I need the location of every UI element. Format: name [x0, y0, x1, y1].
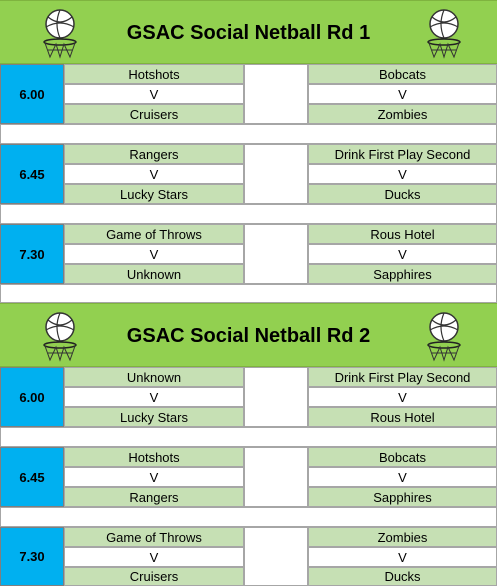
left-team-top: Hotshots — [64, 447, 244, 467]
left-team-bottom: Cruisers — [64, 104, 244, 124]
right-team-top: Bobcats — [308, 64, 497, 84]
gap-cell — [244, 527, 308, 586]
left-versus: V — [64, 84, 244, 104]
time-slot: 6.45 — [0, 144, 64, 204]
round-title: GSAC Social Netball Rd 1 — [126, 21, 371, 44]
right-team-top: Drink First Play Second — [308, 367, 497, 387]
left-team-top: Game of Throws — [64, 224, 244, 244]
gap-cell — [244, 447, 308, 507]
time-slot: 6.00 — [0, 64, 64, 124]
time-slot: 7.30 — [0, 224, 64, 284]
right-team-bottom: Sapphires — [308, 487, 497, 507]
spacer-row — [0, 204, 497, 224]
right-team-top: Rous Hotel — [308, 224, 497, 244]
left-team-bottom: Lucky Stars — [64, 407, 244, 427]
right-team-bottom: Rous Hotel — [308, 407, 497, 427]
right-team-bottom: Zombies — [308, 104, 497, 124]
left-versus: V — [64, 244, 244, 264]
right-team-bottom: Sapphires — [308, 264, 497, 284]
right-team-bottom: Ducks — [308, 567, 497, 586]
left-team-top: Hotshots — [64, 64, 244, 84]
left-versus: V — [64, 467, 244, 487]
left-versus: V — [64, 547, 244, 567]
gap-cell — [244, 64, 308, 124]
right-team-top: Zombies — [308, 527, 497, 547]
round-title: GSAC Social Netball Rd 2 — [126, 324, 371, 347]
left-team-bottom: Unknown — [64, 264, 244, 284]
time-slot: 7.30 — [0, 527, 64, 586]
spacer-row — [0, 427, 497, 447]
gap-cell — [244, 144, 308, 204]
round-header — [0, 303, 497, 367]
left-versus: V — [64, 164, 244, 184]
right-team-bottom: Ducks — [308, 184, 497, 204]
left-team-top: Game of Throws — [64, 527, 244, 547]
gap-cell — [244, 224, 308, 284]
right-versus: V — [308, 244, 497, 264]
left-team-top: Rangers — [64, 144, 244, 164]
netball-hoop-icon — [420, 310, 468, 364]
right-team-top: Bobcats — [308, 447, 497, 467]
left-team-top: Unknown — [64, 367, 244, 387]
spacer-row — [0, 124, 497, 144]
right-versus: V — [308, 84, 497, 104]
left-team-bottom: Lucky Stars — [64, 184, 244, 204]
right-versus: V — [308, 547, 497, 567]
spacer-row — [0, 507, 497, 527]
left-versus: V — [64, 387, 244, 407]
left-team-bottom: Rangers — [64, 487, 244, 507]
right-versus: V — [308, 164, 497, 184]
time-slot: 6.00 — [0, 367, 64, 427]
gap-cell — [244, 367, 308, 427]
time-slot: 6.45 — [0, 447, 64, 507]
right-team-top: Drink First Play Second — [308, 144, 497, 164]
round-header — [0, 0, 497, 64]
round-2 — [0, 303, 497, 586]
right-versus: V — [308, 467, 497, 487]
right-versus: V — [308, 387, 497, 407]
spacer-row — [0, 284, 497, 303]
left-team-bottom: Cruisers — [64, 567, 244, 586]
netball-hoop-icon — [420, 7, 468, 61]
